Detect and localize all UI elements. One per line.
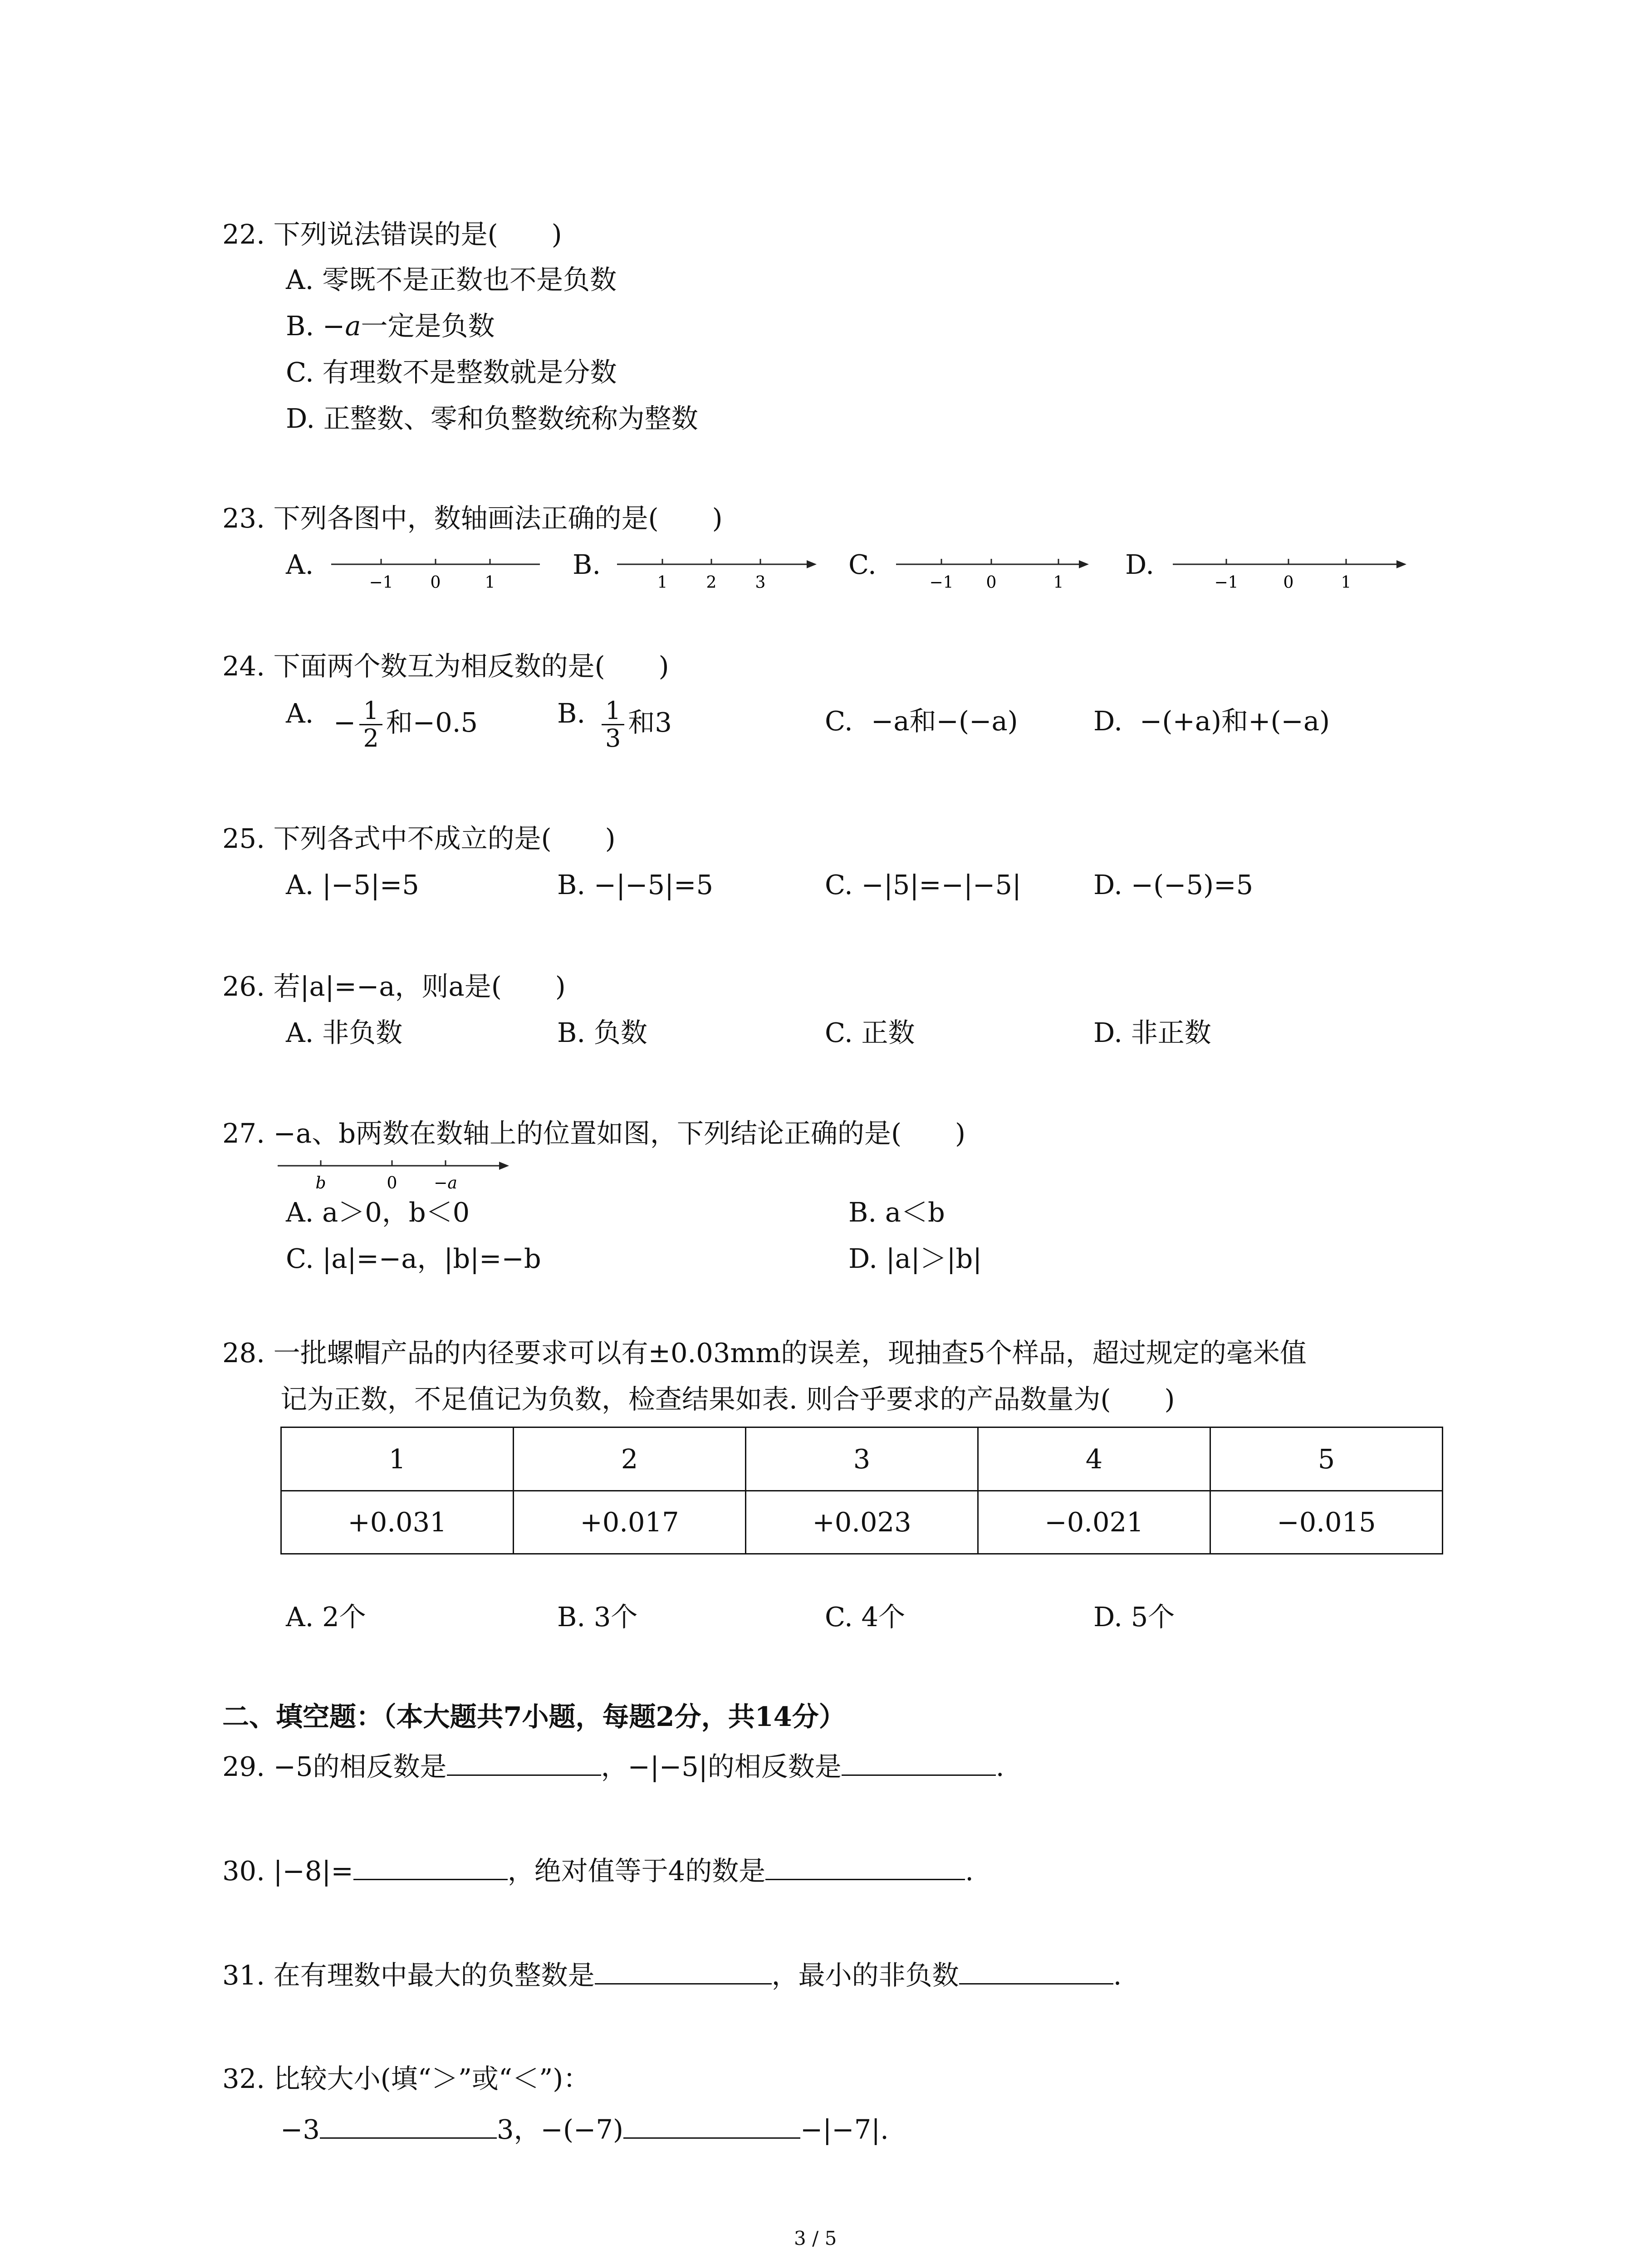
sample-table xyxy=(280,1427,1443,1554)
q22-option-c: C. 有理数不是整数就是分数 xyxy=(286,357,617,388)
fraction-one-third: $\frac{1}{3}$ xyxy=(602,698,624,752)
q24-label-d: D. xyxy=(1093,705,1122,737)
q24-option-b: $\frac{1}{3}$ 和3 xyxy=(598,698,672,752)
number-line-a xyxy=(331,549,544,594)
q24-label-c: C. xyxy=(825,705,853,737)
q31: 31. 在有理数中最大的负整数是 ，最小的非负数 . xyxy=(222,1960,1122,1991)
page-number: 3 / 5 xyxy=(794,2227,837,2249)
tick-label: −a xyxy=(434,1174,457,1193)
tick-label: 1 xyxy=(485,573,495,592)
value-cell: +0.017 xyxy=(514,1491,746,1554)
q26-option-b: B. 负数 xyxy=(557,1017,647,1048)
q28-option-c: C. 4个 xyxy=(825,1601,906,1633)
q25-option-a: A. |−5|=5 xyxy=(286,869,419,900)
tick-label: 0 xyxy=(1283,573,1294,592)
header-cell: 3 xyxy=(746,1427,978,1491)
section-heading: 二、填空题：（本大题共7小题，每题2分，共14分） xyxy=(222,1701,846,1732)
number-line-c xyxy=(896,549,1100,594)
tick-label: 1 xyxy=(1053,573,1064,592)
table-row xyxy=(281,1491,1443,1554)
value-cell: −0.021 xyxy=(978,1491,1210,1554)
value-cell: +0.031 xyxy=(281,1491,514,1554)
q26-option-c: C. 正数 xyxy=(825,1017,915,1048)
q27-option-c: C. |a|=−a，|b|=−b xyxy=(286,1243,541,1274)
header-cell: 2 xyxy=(514,1427,746,1491)
q27-option-d: D. |a|＞|b| xyxy=(848,1243,982,1274)
number-line-q27 xyxy=(278,1156,514,1197)
q32-blanks: −3 3，−(−7) −|−7|. xyxy=(280,2114,889,2145)
tick-label: b xyxy=(315,1174,326,1193)
tick-label: 2 xyxy=(706,573,717,592)
answer-blank[interactable] xyxy=(765,1855,965,1880)
value-cell: −0.015 xyxy=(1210,1491,1443,1554)
tick-label: 1 xyxy=(657,573,668,592)
q27-stem: 27. −a、b两数在数轴上的位置如图，下列结论正确的是( ) xyxy=(222,1118,965,1149)
number-line-d xyxy=(1173,549,1409,594)
q29: 29. −5的相反数是 ，−|−5|的相反数是 . xyxy=(222,1751,1004,1782)
header-cell: 4 xyxy=(978,1427,1210,1491)
tick-label: −1 xyxy=(1214,573,1239,592)
q26-option-d: D. 非正数 xyxy=(1093,1017,1211,1048)
q28-option-d: D. 5个 xyxy=(1093,1601,1175,1633)
tick-label: 1 xyxy=(1341,573,1352,592)
q26-stem: 26. 若|a|=−a，则a是( ) xyxy=(222,971,566,1002)
tick-label: 0 xyxy=(430,573,441,592)
q27-option-b: B. a＜b xyxy=(848,1197,945,1228)
answer-blank[interactable] xyxy=(320,2114,497,2139)
q22-stem: 22. 下列说法错误的是( ) xyxy=(222,219,562,250)
q24-option-c: −a和−(−a) xyxy=(871,705,1018,737)
value-cell: +0.023 xyxy=(746,1491,978,1554)
q25-option-b: B. −|−5|=5 xyxy=(557,869,714,900)
q24-label-b: B. xyxy=(557,698,586,729)
tick-label: 0 xyxy=(387,1174,397,1193)
q24-label-a: A. xyxy=(286,698,314,729)
q28-stem-line1: 28. 一批螺帽产品的内径要求可以有±0.03mm的误差，现抽查5个样品，超过规定的毫米值 xyxy=(222,1337,1307,1369)
q22-option-d: D. 正整数、零和负整数统称为整数 xyxy=(286,403,698,434)
q28-stem-line2: 记为正数，不足值记为负数，检查结果如表. 则合乎要求的产品数量为( ) xyxy=(280,1383,1175,1415)
q28-option-b: B. 3个 xyxy=(557,1601,638,1633)
answer-blank[interactable] xyxy=(623,2114,800,2139)
q23-label-c: C. xyxy=(848,549,877,580)
q23-label-d: D. xyxy=(1125,549,1154,580)
q26-option-a: A. 非负数 xyxy=(286,1017,403,1048)
tick-label: 3 xyxy=(755,573,766,592)
q24-option-d: −(+a)和+(−a) xyxy=(1140,705,1330,737)
answer-blank[interactable] xyxy=(842,1751,996,1776)
tick-label: −1 xyxy=(369,573,393,592)
q24-stem: 24. 下面两个数互为相反数的是( ) xyxy=(222,650,669,682)
q25-option-c: C. −|5|=−|−5| xyxy=(825,869,1021,900)
q24-option-a: − $\frac{1}{2}$ 和−0.5 xyxy=(333,696,478,753)
fraction-one-half: $\frac{1}{2}$ xyxy=(359,698,382,752)
header-cell: 1 xyxy=(281,1427,514,1491)
table-header-row xyxy=(281,1427,1443,1491)
q30: 30. |−8|= ，绝对值等于4的数是 . xyxy=(222,1855,974,1887)
q25-stem: 25. 下列各式中不成立的是( ) xyxy=(222,823,616,854)
q25-option-d: D. −(−5)=5 xyxy=(1093,869,1254,900)
q28-option-a: A. 2个 xyxy=(286,1601,366,1633)
q22-option-b: B. −a一定是负数 xyxy=(286,310,495,342)
number-line-b xyxy=(617,549,821,594)
q23-stem: 23. 下列各图中，数轴画法正确的是( ) xyxy=(222,503,723,534)
tick-label: −1 xyxy=(929,573,954,592)
header-cell: 5 xyxy=(1210,1427,1443,1491)
q22-option-a: A. 零既不是正数也不是负数 xyxy=(286,264,617,295)
q23-label-b: B. xyxy=(573,549,601,580)
answer-blank[interactable] xyxy=(353,1855,508,1880)
q23-label-a: A. xyxy=(286,549,314,580)
tick-label: 0 xyxy=(986,573,997,592)
answer-blank[interactable] xyxy=(959,1960,1113,1984)
answer-blank[interactable] xyxy=(447,1751,601,1776)
q32-stem: 32. 比较大小(填“＞”或“＜”)： xyxy=(222,2063,590,2094)
q27-option-a: A. a＞0，b＜0 xyxy=(286,1197,470,1228)
answer-blank[interactable] xyxy=(595,1960,772,1984)
